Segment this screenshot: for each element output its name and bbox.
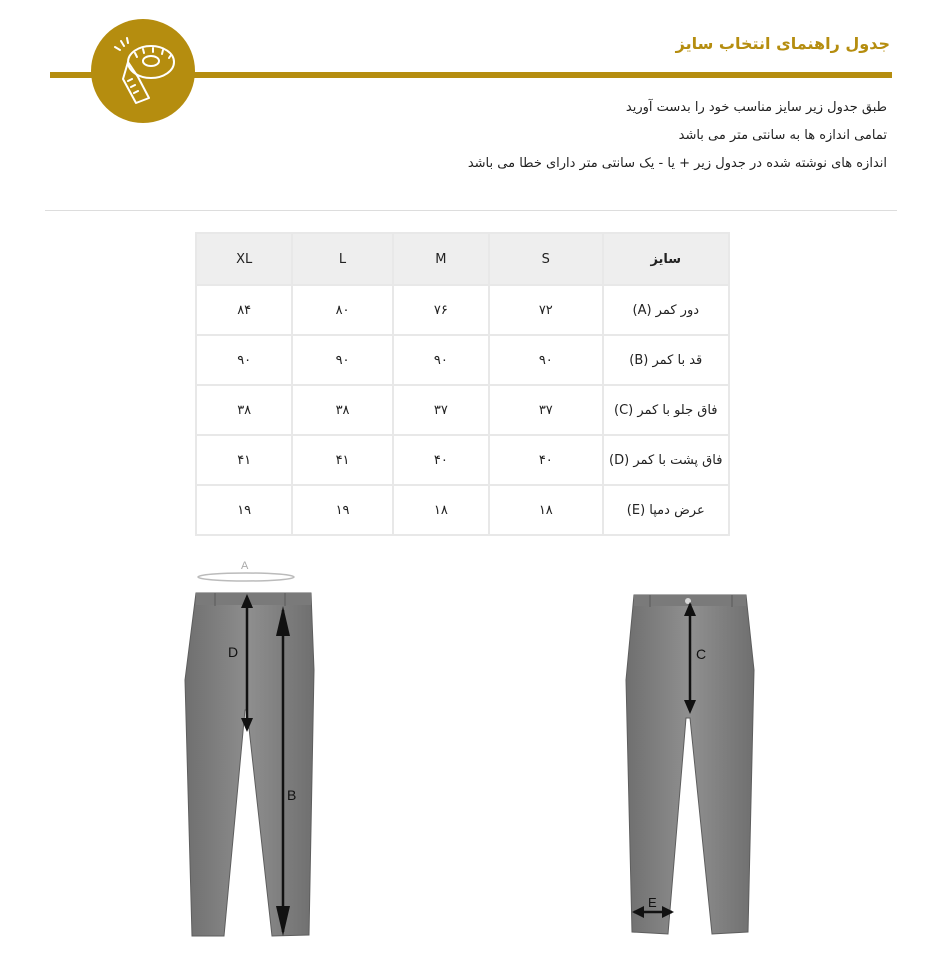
cell-m: ۷۶ bbox=[393, 285, 489, 335]
intro-line-2: تمامی اندازه ها به سانتی متر می باشد bbox=[678, 128, 887, 143]
table-row bbox=[196, 285, 729, 335]
cell-l: ۸۰ bbox=[292, 285, 392, 335]
header-l: L bbox=[292, 233, 392, 285]
cell-l: ۴۱ bbox=[292, 435, 392, 485]
trousers-front-diagram bbox=[620, 590, 765, 940]
table-row bbox=[196, 335, 729, 385]
label-c: C bbox=[696, 646, 707, 662]
cell-m: ۳۷ bbox=[393, 385, 489, 435]
cell-m: ۱۸ bbox=[393, 485, 489, 535]
measuring-tape-icon bbox=[91, 19, 195, 123]
label-e: E bbox=[648, 895, 657, 910]
intro-line-3: اندازه های نوشته شده در جدول زیر + یا - یک سانتی متر دارای خطا می باشد bbox=[467, 156, 887, 171]
cell-l: ۳۸ bbox=[292, 385, 392, 435]
trousers-back-diagram bbox=[175, 550, 320, 945]
waistband bbox=[196, 593, 311, 605]
table-row bbox=[196, 485, 729, 535]
cell-s: ۴۰ bbox=[489, 435, 602, 485]
row-label: دور کمر (A) bbox=[603, 285, 729, 335]
cell-l: ۱۹ bbox=[292, 485, 392, 535]
cell-xl: ۸۴ bbox=[196, 285, 292, 335]
cell-s: ۹۰ bbox=[489, 335, 602, 385]
header-size: سایز bbox=[603, 233, 729, 285]
cell-xl: ۹۰ bbox=[196, 335, 292, 385]
waist-measure-line bbox=[198, 573, 294, 581]
cell-s: ۱۸ bbox=[489, 485, 602, 535]
row-label: قد با کمر (B) bbox=[603, 335, 729, 385]
intro-line-1: طبق جدول زیر سایز مناسب خود را بدست آورید bbox=[625, 100, 887, 115]
table-row bbox=[196, 385, 729, 435]
section-divider bbox=[45, 210, 897, 211]
cell-s: ۷۲ bbox=[489, 285, 602, 335]
header-m: M bbox=[393, 233, 489, 285]
header-xl: XL bbox=[196, 233, 292, 285]
row-label: فاق پشت با کمر (D) bbox=[603, 435, 729, 485]
cell-xl: ۱۹ bbox=[196, 485, 292, 535]
cell-m: ۹۰ bbox=[393, 335, 489, 385]
label-b: B bbox=[287, 787, 297, 803]
cell-l: ۹۰ bbox=[292, 335, 392, 385]
size-table bbox=[195, 232, 730, 536]
cell-m: ۴۰ bbox=[393, 435, 489, 485]
row-label: عرض دمپا (E) bbox=[603, 485, 729, 535]
trousers-back-shape bbox=[185, 593, 314, 936]
header-s: S bbox=[489, 233, 602, 285]
cell-s: ۳۷ bbox=[489, 385, 602, 435]
cell-xl: ۴۱ bbox=[196, 435, 292, 485]
row-label: فاق جلو با کمر (C) bbox=[603, 385, 729, 435]
label-a: A bbox=[241, 560, 249, 572]
page-title: جدول راهنمای انتخاب سایز bbox=[675, 34, 890, 53]
intro-text bbox=[267, 94, 887, 178]
table-row bbox=[196, 435, 729, 485]
table-header-row bbox=[196, 233, 729, 285]
label-d: D bbox=[228, 644, 239, 660]
cell-xl: ۳۸ bbox=[196, 385, 292, 435]
